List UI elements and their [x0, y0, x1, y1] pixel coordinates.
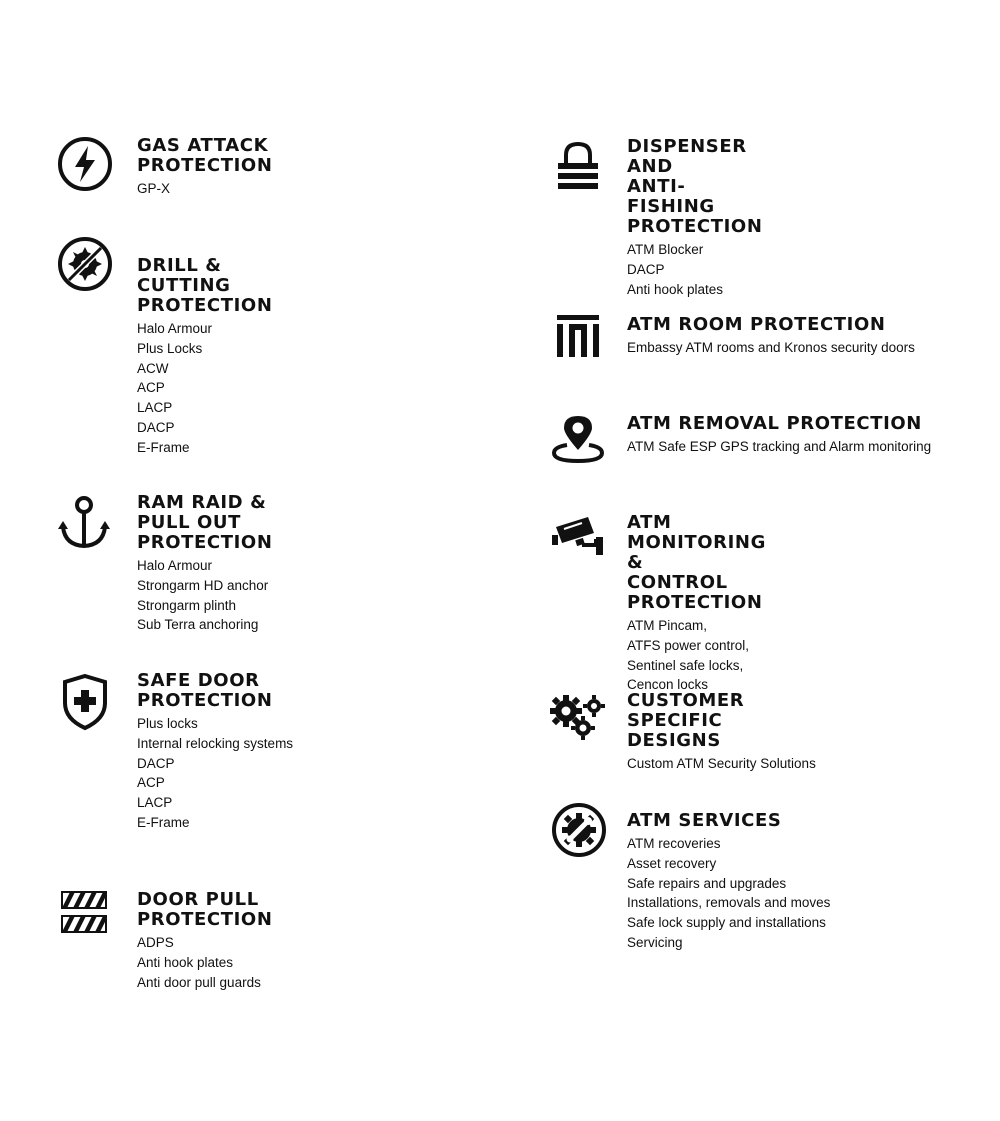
- feature-title: ATM SERVICES: [627, 810, 782, 831]
- feature-line: Embassy ATM rooms and Kronos security doors: [627, 340, 915, 355]
- feature-line: Sub Terra anchoring: [137, 617, 259, 633]
- feature-line: ACP: [137, 380, 165, 396]
- feature-lines: [137, 556, 272, 635]
- feature-title: ATM ROOM PROTECTION: [627, 314, 886, 335]
- feature-line: Anti hook plates: [627, 281, 724, 297]
- lightning-bolt-icon: [57, 136, 113, 192]
- feature-line: Custom ATM Security Solutions: [627, 756, 816, 771]
- feature-line: ACP: [137, 775, 165, 791]
- feature-line: Asset recovery: [627, 855, 717, 871]
- feature-line: Strongarm HD anchor: [137, 577, 269, 593]
- feature-text: [627, 137, 762, 299]
- feature-title: CUSTOMER SPECIFIC DESIGNS: [627, 690, 745, 751]
- security-camera-icon: [552, 515, 606, 557]
- feature-line: GP-X: [137, 181, 171, 196]
- feature-lines: [627, 834, 830, 953]
- feature-line: Internal relocking systems: [137, 735, 294, 751]
- feature-text: [137, 493, 272, 635]
- feature-lines: [627, 616, 766, 695]
- feature-text: [137, 890, 272, 992]
- feature-line: E-Frame: [137, 439, 190, 455]
- feature-lines: [137, 179, 272, 199]
- feature-line: Anti door pull guards: [137, 974, 261, 990]
- feature-title: DOOR PULL PROTECTION: [137, 889, 273, 930]
- no-saw-blade-icon: [57, 236, 113, 292]
- feature-title: DISPENSER AND ANTI-FISHING PROTECTION: [627, 136, 763, 237]
- feature-line: Cencon locks: [627, 677, 709, 693]
- feature-title: RAM RAID & PULL OUT PROTECTION: [137, 492, 273, 553]
- hatched-bars-icon: [61, 890, 107, 934]
- feature-line: Plus Locks: [137, 340, 203, 356]
- feature-line: DACP: [137, 755, 175, 771]
- feature-lines: [137, 714, 293, 833]
- feature-title: ATM MONITORING & CONTROL PROTECTION: [627, 512, 766, 613]
- feature-line: ATM recoveries: [627, 836, 721, 851]
- feature-line: Halo Armour: [137, 321, 213, 336]
- feature-line: Sentinel safe locks,: [627, 657, 744, 673]
- feature-line: ATM Pincam,: [627, 618, 708, 633]
- feature-line: Servicing: [627, 934, 683, 950]
- anchor-icon: [57, 495, 113, 551]
- feature-title: DRILL & CUTTING PROTECTION: [137, 255, 273, 316]
- feature-line: ACW: [137, 360, 169, 376]
- feature-line: LACP: [137, 795, 173, 811]
- wrench-gear-icon: [551, 802, 607, 858]
- feature-lines: [627, 240, 762, 299]
- feature-line: ATM Blocker: [627, 242, 704, 257]
- feature-text: [627, 414, 931, 457]
- gears-icon: [549, 693, 607, 741]
- feature-text: [137, 671, 293, 833]
- feature-text: [627, 513, 766, 695]
- feature-text: [627, 315, 915, 358]
- feature-line: ATM Safe ESP GPS tracking and Alarm monitoring: [627, 439, 932, 454]
- room-pillars-icon: [557, 315, 599, 357]
- feature-line: Safe lock supply and installations: [627, 915, 826, 931]
- feature-text: [627, 811, 830, 953]
- feature-line: E-Frame: [137, 814, 190, 830]
- feature-title: ATM REMOVAL PROTECTION: [627, 413, 922, 434]
- feature-line: Installations, removals and moves: [627, 895, 831, 911]
- feature-line: Halo Armour: [137, 558, 213, 573]
- feature-text: [137, 136, 272, 199]
- feature-line: Plus locks: [137, 716, 198, 731]
- feature-line: Anti hook plates: [137, 954, 234, 970]
- feature-lines: [627, 338, 915, 358]
- feature-line: ADPS: [137, 935, 174, 950]
- feature-text: [627, 691, 816, 774]
- feature-text: [137, 256, 272, 458]
- feature-line: LACP: [137, 400, 173, 416]
- map-pin-icon: [551, 414, 605, 464]
- feature-line: Safe repairs and upgrades: [627, 875, 787, 891]
- shield-plus-icon: [61, 673, 109, 731]
- feature-line: DACP: [137, 419, 175, 435]
- feature-lines: [137, 319, 272, 458]
- feature-line: Strongarm plinth: [137, 597, 237, 613]
- feature-title: SAFE DOOR PROTECTION: [137, 670, 273, 711]
- feature-lines: [627, 754, 816, 774]
- feature-line: DACP: [627, 261, 665, 277]
- feature-line: ATFS power control,: [627, 637, 750, 653]
- feature-lines: [627, 437, 931, 457]
- padlock-icon: [557, 141, 599, 195]
- feature-title: GAS ATTACK PROTECTION: [137, 135, 273, 176]
- feature-lines: [137, 933, 272, 992]
